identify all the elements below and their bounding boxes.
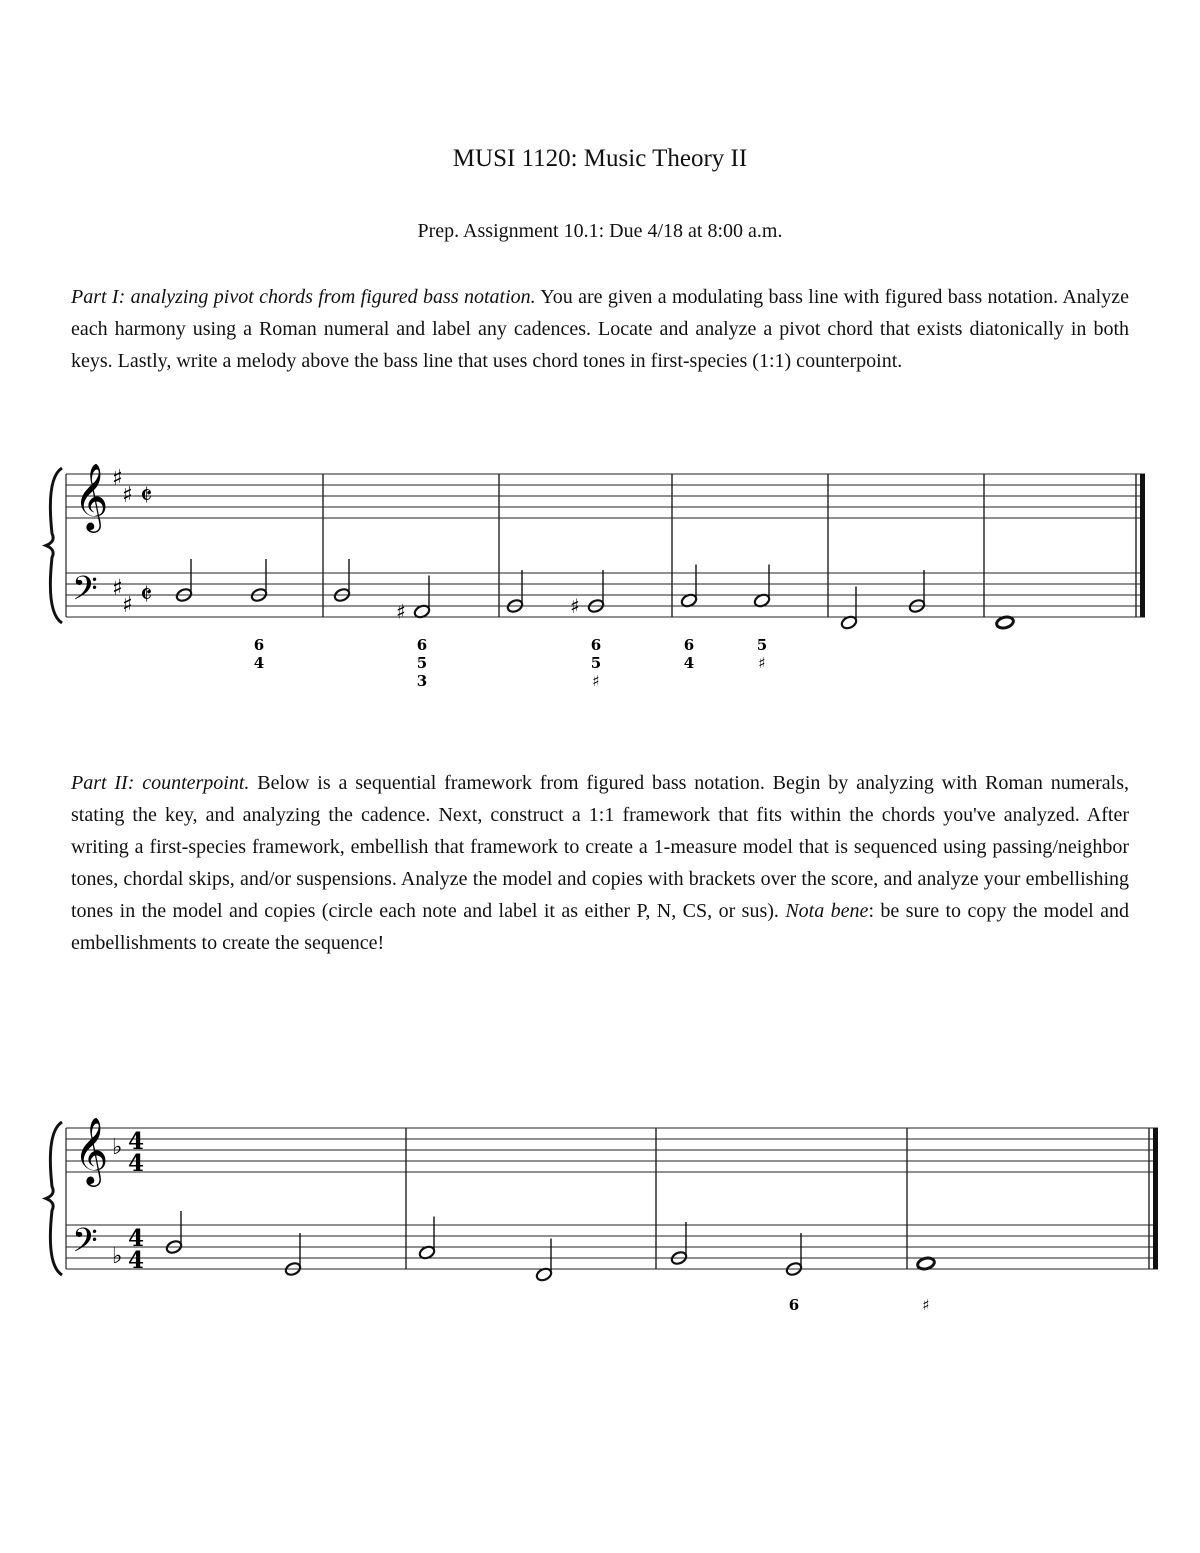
figured-bass: 6 (788, 1296, 800, 1314)
part2-body: Below is a sequential framework from figured bass notation. Begin by analyzing with Roman numerals, stating the key, and analyzing the cadence. Next, construct a 1:1 framework that fits within the chords you've analyzed. After writing a first-species framework, embellish that framework to create a 1-measure model that is sequenced using passing/neighbor tones, chordal skips, and/or suspensions. Analyze the model and copies with brackets over the score, and analyze your embellishing tones in the model and copies (circle each note and label it as either P, N, CS, or sus). (71, 772, 1129, 922)
figured-bass: ♯ (922, 1296, 930, 1314)
time-signature-top: 4 (128, 1128, 145, 1155)
final-barline-thick (1153, 1128, 1158, 1269)
bass-clef: 𝄢 (72, 570, 98, 616)
figured-bass: 6 (416, 636, 428, 654)
treble-clef: 𝄞 (74, 462, 109, 530)
figured-bass: 6 (590, 636, 602, 654)
part1-heading: Part I: analyzing pivot chords from figured bass notation. (71, 286, 536, 308)
figured-bass: ♯ (592, 672, 600, 690)
figured-bass: 5 (756, 636, 768, 654)
system-brace (46, 468, 62, 623)
time-signature-top: 4 (128, 1225, 145, 1252)
note-accidental: ♯ (570, 594, 580, 618)
figured-bass: 5 (416, 654, 428, 672)
key-signature-flat: ♭ (112, 1244, 123, 1269)
score-part2 (0, 1100, 1200, 1350)
key-signature-sharp: ♯ (112, 576, 123, 601)
score-part1 (0, 455, 1200, 705)
key-signature-sharp: ♯ (112, 466, 123, 491)
time-signature-bottom: 4 (128, 1150, 145, 1177)
time-signature-cut: 𝄵 (140, 479, 153, 512)
part2-instructions (71, 767, 1129, 959)
treble-clef: 𝄞 (74, 1116, 109, 1184)
page-title: MUSI 1120: Music Theory II (452, 145, 748, 172)
part2-heading: Part II: counterpoint. (71, 772, 250, 794)
part1-body: You are given a modulating bass line with figured bass notation. Analyze each harmony using a Roman numeral and label any cadences. Locate and analyze a pivot chord that exists diatonically in both keys. Lastly, write a melody above the bass line that uses chord tones in first-species (1:1) counterpoint. (71, 286, 1129, 372)
bass-clef: 𝄢 (72, 1222, 98, 1268)
part2-body-end: : be sure to copy the model and embellishments to create the sequence! (71, 900, 1129, 954)
note-accidental: ♯ (396, 599, 406, 624)
key-signature-sharp: ♯ (122, 593, 133, 618)
figured-bass: ♯ (758, 654, 766, 672)
time-signature-bottom: 4 (128, 1247, 145, 1274)
figured-bass: 3 (416, 672, 428, 690)
figured-bass: 4 (253, 654, 265, 672)
figured-bass: 6 (253, 636, 265, 654)
assignment-subtitle: Prep. Assignment 10.1: Due 4/18 at 8:00 a.m. (417, 220, 783, 242)
key-signature-sharp: ♯ (122, 483, 133, 508)
figured-bass: 5 (590, 654, 602, 672)
figured-bass: 6 (683, 636, 695, 654)
part1-instructions (71, 281, 1129, 377)
figured-bass: 4 (683, 654, 695, 672)
nota-bene: Nota bene (785, 900, 869, 922)
key-signature-flat: ♭ (112, 1135, 123, 1160)
time-signature-cut: 𝄵 (140, 578, 153, 611)
final-barline-thick (1140, 474, 1145, 617)
system-brace (46, 1122, 62, 1275)
